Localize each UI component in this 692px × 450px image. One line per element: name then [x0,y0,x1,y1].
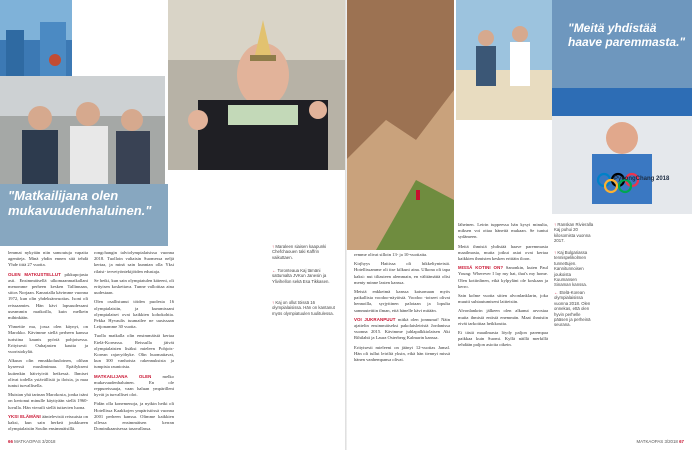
paragraph: Olen osallistunut töiden puolesta 16 olympialaisiin, ja kummissani olympialaiset ovat kaikkien kohokohtia. Pekka Hyvaulis tuumailee ne uusissaan Leijonamme 30 vuotta. [94,299,174,330]
paragraph: Alvonlankrin jälkeen olen alkanut arvostaa muita ihmisiä entistä enemmän. Maat ihmisiin eivät tarkoittaa heikkoutta. [458,308,548,326]
paragraph: Sain kolme vuotta sitten alvonlanklarin, joka muutti suhtautumiseni laitteisiin. [458,293,548,305]
paragraph: Muistan yhä tarinan Marokosta, jonka isäni on kertonut minulle käyttyään siellä 1960-luvulla. Hän vieraili siellä tuttavien luona. [8,392,88,410]
photo-cliff [346,0,454,250]
photo-group [0,76,165,184]
group-image [0,76,165,184]
olympic-banner: PyeongChang 2018 [614,176,670,182]
paragraph: läheinen. Leirin tuppeessa hän kysyi minulta, miksen voi ottaa hänettä mukaan. Se tuntui sydämeen. [458,222,548,240]
paragraph: Erityisesti mieleeni on jäänyt 12-vuotias Jamal. Hän oli tullut leiriltä yksin, eikä hän tiennyt missä hänen vanhempansa olivat. [354,344,450,363]
paragraph: remme olivat silloin 13- ja 10-vuotiaita. [354,252,428,257]
torch-bearer-image [168,0,346,170]
paragraph: Yhmettie ma, jossa olen käynyt, on Marokko. Kävimme siellä perheen kanssa turistina kaunis pyöriä pohjoisessa. Erityisesti Ouhajasten kautta ja vuoristokylät. [8,324,88,355]
right-footer: MATKAOPAS 3/2018 67 [636,439,684,444]
left-column-2 [94,250,174,435]
paragraph: rongchangin talviolympialaisissa vuonna 2018. Tuolloin valtaisin Suomessa neljä kertaa, ja minä sain kunnian olla Yksi rilaisi- tervetyöntekijöiden edustaja. [94,250,174,274]
paragraph: MISSÄ KOTINI ON? Sanonkin, kuten Paul Young: Wherever I lay my hat, that's my home. Olen kotiinlinen, eikä kylpyläni ole koskaan ja kerro. [458,265,548,289]
paragraph: VOI JUKRANPUUT mitkä olen jonnunut! Näin ajattelin ensimmäiseksi pakolaisleiristä Jordanissa vuonna 2015. Kävimme juhlapalkkiolaisen Aki Rihtlahti ja Laura Osterberg Kalmarin kanssa. [354,316,450,341]
caption-3: ← Etelä-Korean olympialaisissa vuonna 2018. Olen onnekas, että olen hyvin perhelle pääsen ja perheinä seurana. [554,290,591,328]
caption-1: ↑ Maraleen siaisen kaapunki Chefchaouen taki Kaffrin vaikuttaen. [272,244,327,260]
photo-pyeongchang [552,88,692,214]
pyeongchang-image [552,88,692,214]
paragraph: OLEN MATKUSTELLUT pikkupojasta asti. Ensimmäisellä ulkomaanmatkallani menomme perheen kesken Tallinnaan, siitos Norjaan. Kanarialla kävimme vuonna 1972, kun olin yhdeksänvuotias. Isoni oli reissaamies. Hän kävi lapsuudessani useammin matkoilla, kuin melkein mihinkään. [8,271,88,321]
caption-2: ← Toronteaua Kaj tämäni sattumalta JVKun Janesin ja Ylivihellon sekä Esa Tikkasen. [272,268,330,284]
left-column-1 [8,250,88,435]
right-column-2 [458,222,548,352]
paragraph: Ei tästä maailmasta löydy paljon parempaa paikkaa kuin Suomi. Kyllä näillä merkillä tehdään paljon asioita oikein. [458,330,548,348]
paragraph: Se hetki, kun sain olympiatulen käteeni, oli erityisen koskettava. Tunne valloittaa aina uudestaan. [94,277,174,296]
paragraph: Pidän olla konemenoja, ja nytkin hetki oli Hotellissa Kaakkojen ympäristössä vuonna 2001 perheen kanssa. Olimme kaikkien ollessa ensimmäisen kerran Dominikaanisessa tasavallassa. [94,401,174,432]
paragraph: Meistä enkkeimä kanssa katsomaan myös paikallista voodoo-näytöstä. Voodoo -toiseet olivat hennoilla, syrjyttinen palotaan ja lopulta sammutettiin ilman, että hänelle kävi mitään. [354,289,450,313]
paragraph: MATKAILIJANA OLEN melko mukavuudenhaluinen. En ole reppureissaaja, vaan haluan ympärilleni hyvät ja turvalliset olot. [94,373,174,398]
paragraph: Kirjhyys Haitissa oli hikkeltynteistä. Hotellissamme oli itse kilkuni aina. Ulkona oli tapa kaksi: nut tiliasteen alemmain, en välttämättä olisi menty minne lasten kanssa. [354,261,450,285]
caption-1: ↑ Ranskan Rivieralla Kaj puhui 20 kilosomista vuonna 2017. [554,222,594,244]
photo-beach [456,0,552,120]
paragraph: Alkuun olin ennakkoluuloinen, olihan kyseessä muslimimaa. Epäilykseni kuitenkin häivtyivät hetkessä. Ihmiset olivat todella ystävällisiä ja iloisia, ja maa tuntui turvallisella. [8,358,88,389]
left-pull-quote: "Matkailijana olen mukavuudenhaluinen." [8,188,152,218]
left-footer: 66 MATKAOPAS 3/2018 [8,439,56,444]
beach-image [456,0,552,120]
paragraph: Meitä ihmisiä yhdistää haave paremmasta maailmasta, mutta jotkut asiat ovat kertaa kaikkien ihmisten kesken erittäin iloon. [458,243,548,262]
caption-3: ↑ Kaj on ollut töissä 16 olympialaisissa. Hän on kantanut myös olympiatuulen tuulitulessa. [272,300,335,316]
cliff-image [346,0,454,250]
page-gutter [345,0,347,450]
paragraph: lemmat nykyään niin samoutuja vapaita agentteja. Minä yhdin ennen sitä tehdä Yhde tittä 27 vuotta. [8,250,88,268]
photo-torch-bearer [168,0,346,170]
right-pull-quote: "Meitä yhdistää haave paremmasta." [568,21,686,49]
right-column-1 [354,252,450,366]
paragraph: Tuolla matkalla olin ensimmäistä kertaa Etelä-Koreassa. Reissulla jäivät olympialaisten lisäksi mieleen Pohjois-Korean rajavyöhyke. Olin huomattavat, kun 300 vanhoista rakennuksista ja tumpista raunioista. [94,333,174,370]
right-page [346,0,692,450]
caption-2: ↑ Kaj Bulgariassa tennispelikolmen tunnettujen. Kannitunnoisen joukoista Kuumansen Sinaman kanssa. [554,250,588,288]
paragraph: YKSI ELÄMÄNI ääntelevistä reissuista on kaksi, kun sain herkeä joukkueen olympialaisiin Soulin ensimmäisillä. [8,413,88,432]
